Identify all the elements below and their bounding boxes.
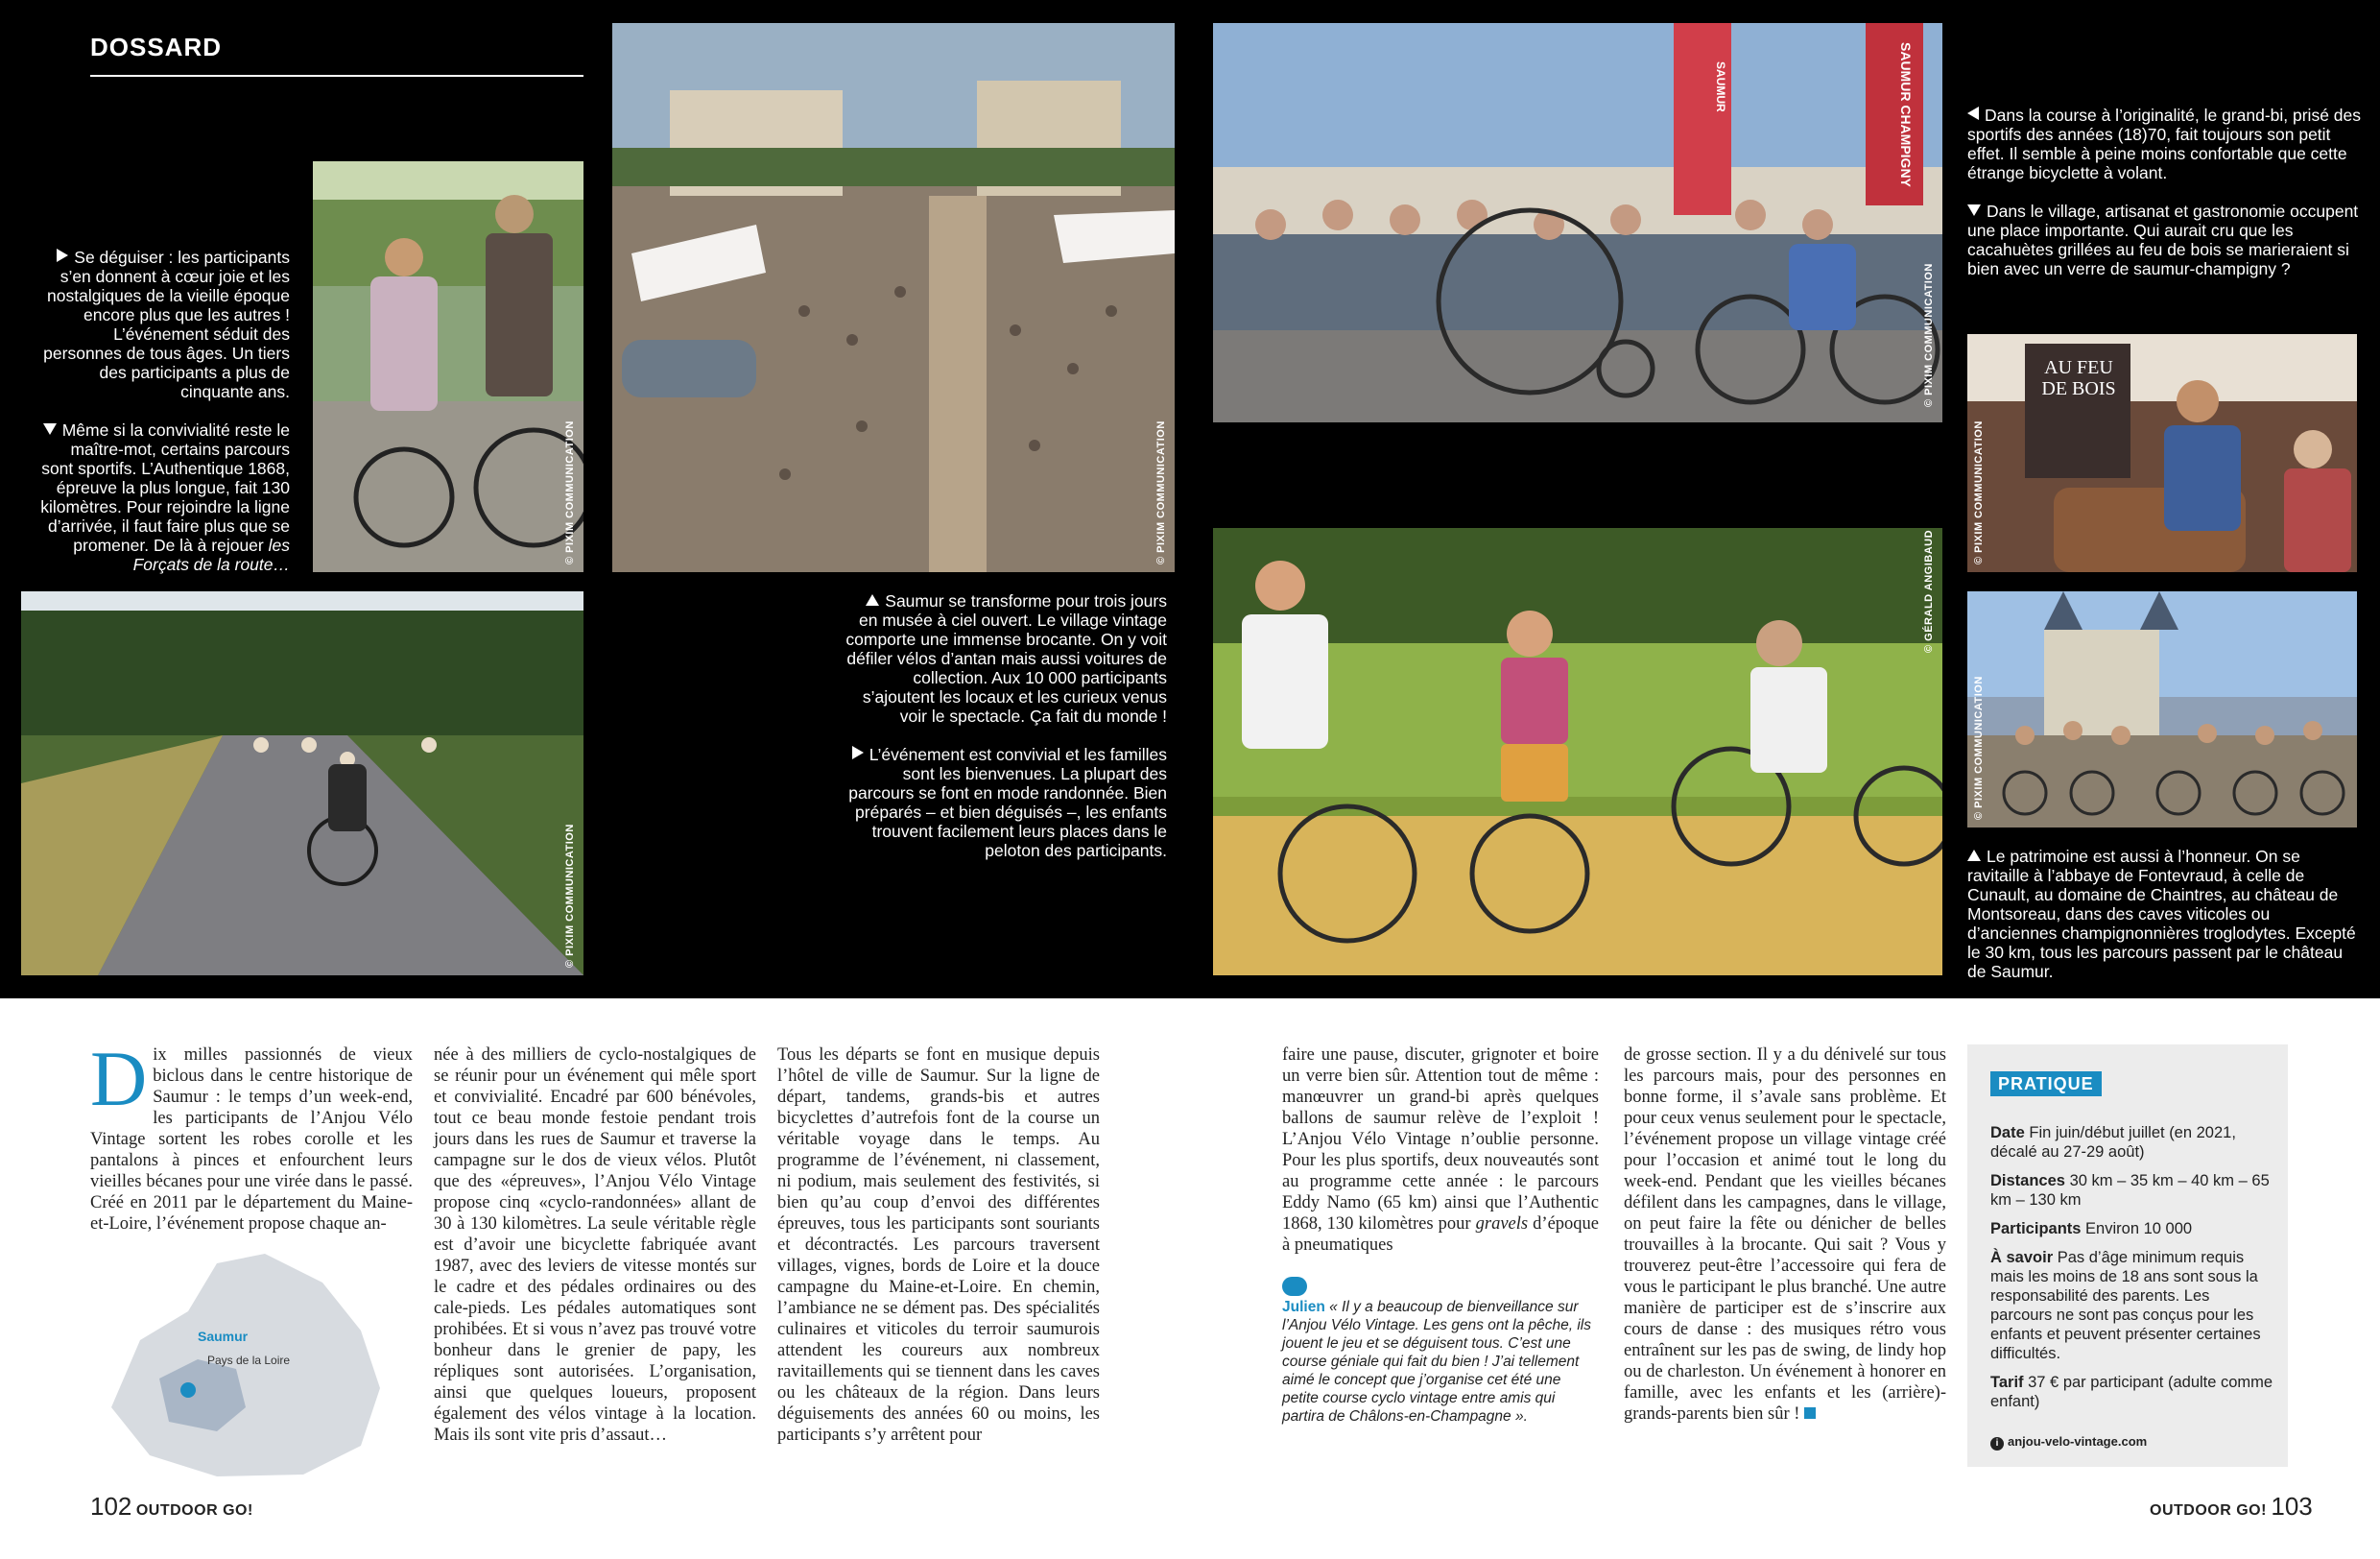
pratique-item: À savoir Pas d’âge minimum requis mais les moins de 18 ans sont sous la responsabilité des parents. Les parcours ne sont pas conçus pour les enfants et peuvent présenter certaines difficultés. [1990, 1249, 2261, 1362]
caption-right-top: Dans la course à l’originalité, le grand-bi, prisé des sportifs des années (18)70, fait toujours son petit effet. Il semble à peine moins confortable que cette étrange bicyclette à volant. Dans le village, artisanat et gastronomie occupent une place importante. Qui aurait cru que les cacahuètes grillées au feu de bois se marieraient si bien avec un verre de saumur-champigny ? [1967, 106, 2362, 278]
folio-left [90, 1492, 253, 1522]
photo-high-wheelers-art [1213, 23, 1942, 422]
pratique-item: Distances 30 km – 35 km – 40 km – 65 km – 130 km [1990, 1172, 2270, 1209]
end-mark-icon [1804, 1407, 1816, 1419]
photo-village-crowd [612, 23, 1175, 572]
photo-credit: © PIXIM COMMUNICATION [1923, 263, 1935, 407]
folio-right [2150, 1492, 2313, 1522]
photo-saumur-chateau [1967, 591, 2357, 827]
section-rule [90, 75, 583, 77]
france-map [73, 1225, 409, 1484]
map-city-label: Saumur [198, 1329, 249, 1344]
banner-sign-right: SAUMUR CHAMPIGNY [1898, 42, 1914, 187]
article-column-1: Dix milles passionnés de vieux biclous dans le centre historique de Saumur : le temps d’un week-end, les participants de l’Anjou Vélo Vintage sortent les robes corolle et les pantalons à pinces et enfourchent leurs vieilles bécanes pour une virée dans le passé. Créé en 2011 par le département du Maine-et-Loire, l’événement propose chaque an- [90, 1035, 413, 1234]
page-number-left: 102 [90, 1492, 132, 1521]
photo-peanut-stall [1967, 334, 2357, 572]
section-label: DOSSARD [90, 33, 223, 61]
photo-road-cyclists [21, 591, 583, 975]
caption-saumur-family: Saumur se transforme pour trois jours en musée à ciel ouvert. Le village vintage comporte une immense brocante. On y voit défiler vélos d’antan mais aussi voitures de collection. Aux 10 000 participants s’ajoutent les locaux et les curieux venus voir le spectacle. Ça fait du monde ! L’événement est convivial et les familles sont les bienvenues. La plupart des parcours se font en mode randonnée. Bien préparés – et bien déguisés –, les enfants trouvent facilement leurs places dans le peloton des participants. [845, 591, 1167, 860]
quote-author: Julien [1282, 1299, 1325, 1315]
photo-peanut-stall-art [1967, 334, 2357, 572]
arrow-left-icon [1967, 107, 1979, 120]
photo-credit: © PIXIM COMMUNICATION [1155, 420, 1167, 564]
article-column-4: faire une pause, discuter, grignoter et boire un verre bien sûr. Attention tout de même : manœuvrer un grand-bi après quelques ballons de saumur relève de l’exploit ! L’Anjou Vélo Vintage n’oublie personne. Pour les plus sportifs, deux nouveautés sont au programme cette année : le parcours Eddy Namo (65 km) ainsi que l’Authentic 1868, 130 kilomètres pour gravels d’époque à pneumatiques [1282, 1045, 1599, 1255]
magazine-name-left: OUTDOOR GO! [135, 1502, 253, 1519]
photo-credit: © PIXIM COMMUNICATION [564, 824, 576, 968]
pratique-item: Participants Environ 10 000 [1990, 1220, 2193, 1237]
page-number-right: 103 [2271, 1492, 2313, 1521]
pratique-item: Tarif 37 € par participant (adulte comme enfant) [1990, 1374, 2273, 1410]
arrow-right-icon [852, 746, 864, 759]
photo-saumur-chateau-art [1967, 591, 2357, 827]
caption-costumes: Se déguiser : les participants s’en donnent à cœur joie et les nostalgiques de la vieille époque encore plus que les autres ! L’événement séduit des personnes de tous âges. Un tiers des participants a plus de cinquante ans. Même si la convivialité reste le maître-mot, certains parcours sont sportifs. L’Authentique 1868, épreuve la plus longue, fait 130 kilomètres. Pour rejoindre la ligne d’arrivée, il faut faire plus que se promener. De là à rejouer les Forçats de la route… [40, 248, 290, 574]
speech-bubble-icon [1282, 1277, 1307, 1296]
arrow-right-icon [57, 249, 68, 262]
magazine-name-right: OUTDOOR GO! [2150, 1502, 2267, 1519]
photo-costumed-couple [313, 161, 583, 572]
pratique-box [1967, 1044, 2288, 1467]
reader-quote: Julien « Il y a beaucoup de bienveillance sur l’Anjou Vélo Vintage. Les gens ont la pêche, ils jouent le jeu et se déguisent tous. C’est une course géniale qui fait du bien ! J’ai tellement aimé le concept que j’organise cet été une petite course cyclo vintage entre amis qui partira de Châlons-en-Champagne ». [1282, 1299, 1591, 1425]
article-column-3: Tous les départs se font en musique depuis l’hôtel de ville de Saumur. Sur la ligne de départ, tandems, grands-bis et autres bicyclettes d’autrefois font de la course un véritable voyage dans le temps. Au programme de l’événement, ni classement, ni podium, mais seulement des festivités, si bien qu’au coup d’envoi des différentes épreuves, tous les participants sont souriants et décontractés. Les parcours traversent villages, vignes, bords de Loire et la douce campagne du Maine-et-Loire. En chemin, l’ambiance ne se dément pas. Des spécialités culinaires et viticoles du terroir saumurois attendent les coureurs aux nombreux ravitaillements qui se tiennent dans les caves ou les châteaux de la région. Dans leurs déguisements des années 60 ou moins, les participants s’y arrêtent pour [777, 1045, 1100, 1445]
drop-cap: D [90, 1035, 148, 1122]
arrow-down-icon [43, 423, 57, 435]
photo-village-crowd-art [612, 23, 1175, 572]
pratique-website-link[interactable]: i anjou-velo-vintage.com [1990, 1432, 2147, 1451]
pratique-list [1990, 1123, 2274, 1421]
photo-credit: © PIXIM COMMUNICATION [1973, 420, 1985, 564]
article-column-2: née à des milliers de cyclo-nostalgiques de se réunir pour un événement qui mêle sport et convivialité. Encadré par 600 bénévoles, tout ce beau monde festoie pendant trois jours dans les rues de Saumur et traverse la campagne sur le dos de vieux vélos. Plutôt que des «épreuves», l’Anjou Vélo Vintage propose cinq «cyclo-randonnées» allant de 30 à 130 kilomètres. La seule véritable règle est d’avoir une bicyclette fabriquée avant 1987, avec des leviers de vitesse montés sur le cadre et des pédales ordinaires ou des cale-pieds. Les pédales automatiques sont prohibées. Et si vous n’avez pas trouvé votre bonheur dans le grenier de papy, les répliques sont autorisées. L’organisation, ainsi que quelques loueurs, proposent également des vélos vintage à la location. Mais ils sont vite pris d’assaut… [434, 1045, 756, 1445]
banner-sign-left: SAUMUR [1714, 61, 1727, 112]
article-column-5: de grosse section. Il y a du dénivelé sur tous les parcours mais, pour des personnes en bonne forme, il s’avale sans problème. Et pour ceux venus seulement pour le spectacle, l’événement propose un village vintage créé pour l’occasion et animé tout le long du week-end. Pendant que les vieilles bécanes défilent dans les campagnes, dans le village, on peut faire la fête ou dénicher de belles trouvailles à la brocante. Qui sait ? Vous y trouverez peut-être l’accessoire qui fera de vous le participant le plus branché. Une autre manière de participer est de s’inscrire aux cours de danse : des musiques rétro vous entraînent sur les pas de swing, de lindy hop ou de charleston. Un événement à honorer en famille, avec les enfants et les (arrière)-grands-parents bien sûr ! [1624, 1045, 1946, 1424]
photo-high-wheelers [1213, 23, 1942, 422]
photo-costumed-couple-art [313, 161, 583, 572]
pratique-item: Date Fin juin/début juillet (en 2021, décalé au 27-29 août) [1990, 1124, 2236, 1161]
arrow-up-icon [866, 594, 879, 606]
photo-credit: © PIXIM COMMUNICATION [564, 420, 576, 564]
photo-credit: © PIXIM COMMUNICATION [1973, 676, 1985, 820]
photo-kids-wheat-field-art [1213, 528, 1942, 975]
stall-sign: AU FEU DE BOIS [2041, 357, 2116, 399]
pratique-title: PRATIQUE [1990, 1071, 2102, 1096]
arrow-down-icon [1967, 204, 1981, 216]
photo-road-cyclists-art [21, 591, 583, 975]
photo-credit: © GÉRALD ANGIBAUD [1923, 529, 1935, 653]
info-icon: i [1990, 1437, 2004, 1451]
photo-kids-wheat-field [1213, 528, 1942, 975]
caption-heritage: Le patrimoine est aussi à l’honneur. On se ravitaille à l’abbaye de Fontevraud, à celle de Cunault, au domaine de Chaintres, au château de Montsoreau, dans des caves viticoles ou d’anciennes champignonnières troglodytes. Excepté le 30 km, tous les parcours passent par le château de Saumur. [1967, 847, 2356, 981]
arrow-up-icon [1967, 850, 1981, 861]
map-region-label: Pays de la Loire [207, 1354, 291, 1367]
